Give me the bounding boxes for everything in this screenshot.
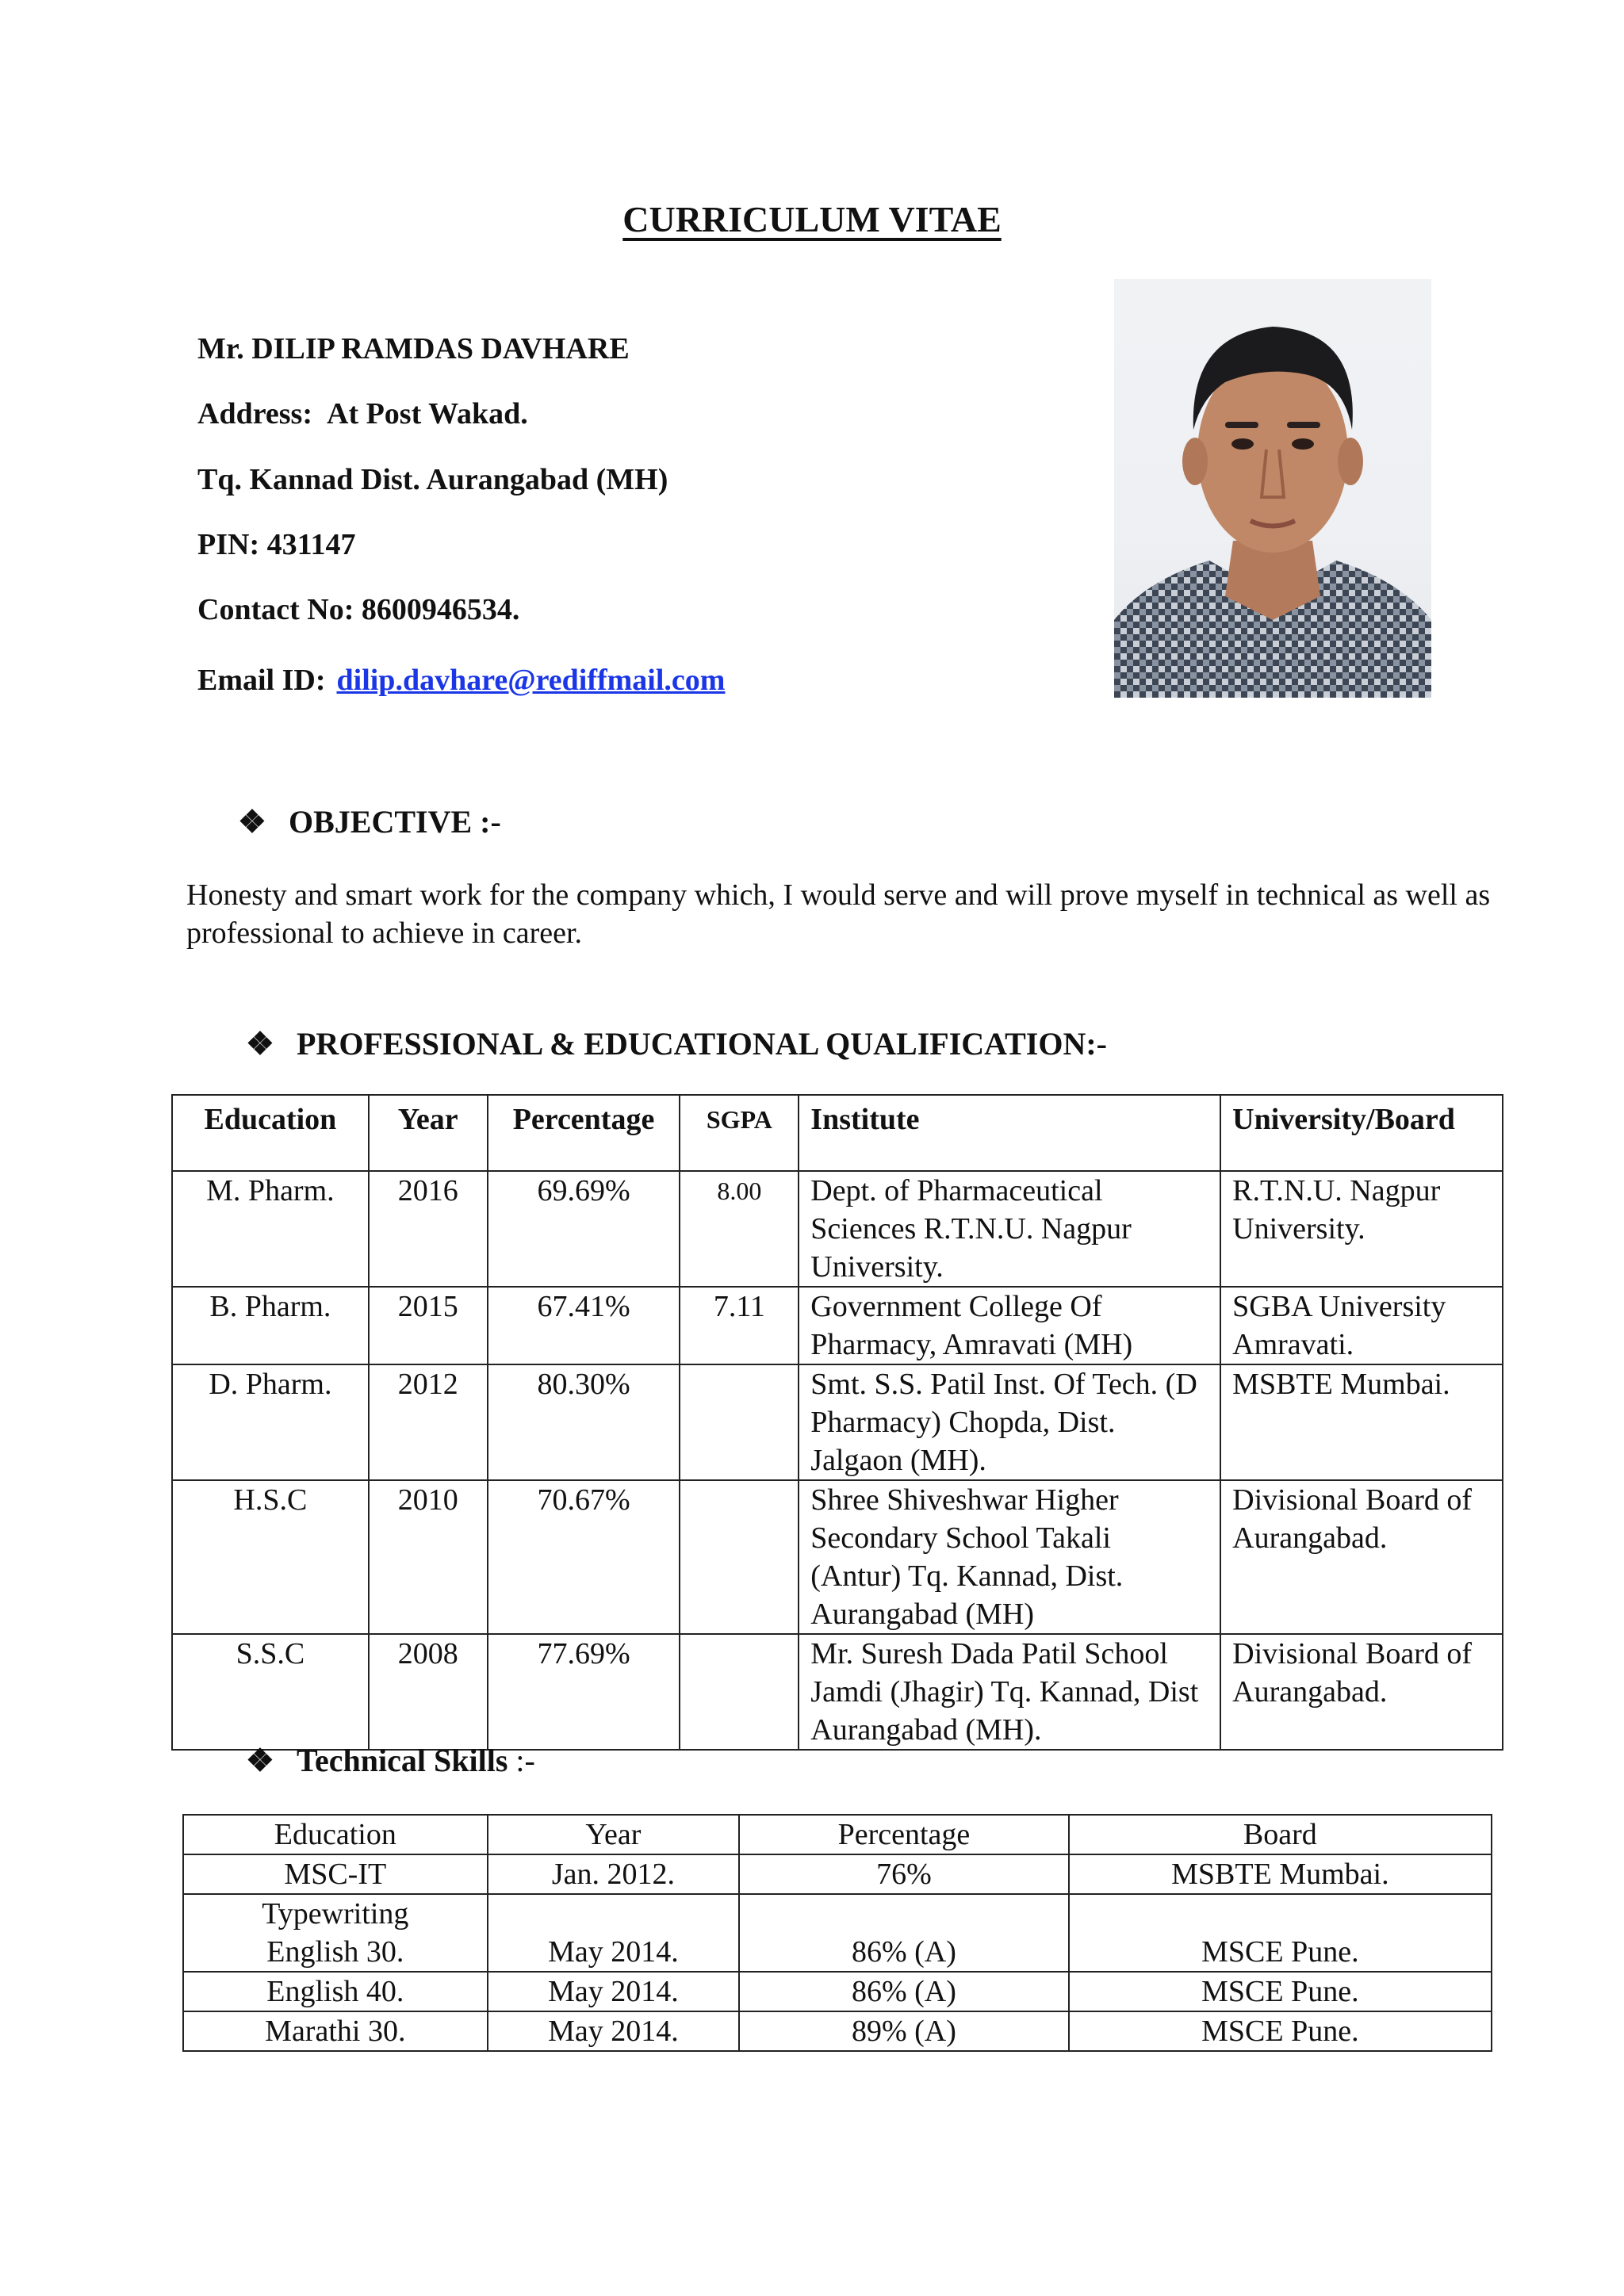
cell-sgpa: 8.00	[680, 1171, 799, 1287]
table-row	[172, 1287, 1503, 1364]
skills-heading	[246, 1742, 535, 1779]
cell-board: MSBTE Mumbai.	[1069, 1854, 1492, 1894]
col-education: Education	[183, 1815, 488, 1854]
cell-year: May 2014.	[488, 1894, 740, 1972]
cell-board: MSBTE Mumbai.	[1220, 1364, 1503, 1480]
cell-year: 2008	[369, 1634, 488, 1750]
cell-percentage: 67.41%	[488, 1287, 680, 1364]
table-row	[183, 1894, 1492, 1972]
cell-education	[183, 1894, 488, 1972]
cell-board: Divisional Board of Aurangabad.	[1220, 1480, 1503, 1634]
email-label: Email ID:	[197, 664, 326, 697]
profile-photo	[1114, 279, 1431, 698]
skills-heading-tail: :-	[508, 1743, 535, 1778]
cell-institute: Government College Of Pharmacy, Amravati (MH)	[799, 1287, 1220, 1364]
page-title: CURRICULUM VITAE	[622, 199, 1002, 239]
qualification-heading-text: PROFESSIONAL & EDUCATIONAL QUALIFICATION:-	[297, 1026, 1107, 1062]
cell-education: MSC-IT	[183, 1854, 488, 1894]
cell-board: MSCE Pune.	[1069, 1894, 1492, 1972]
diamond-bullet-icon: ❖	[246, 1026, 274, 1062]
table-row	[172, 1634, 1503, 1750]
cell-board: SGBA University Amravati.	[1220, 1287, 1503, 1364]
cell-percentage: 80.30%	[488, 1364, 680, 1480]
cell-board: MSCE Pune.	[1069, 2011, 1492, 2051]
cell-board: R.T.N.U. Nagpur University.	[1220, 1171, 1503, 1287]
address-label: Address:	[197, 397, 312, 430]
cell-percentage: 77.69%	[488, 1634, 680, 1750]
email-link[interactable]: dilip.davhare@rediffmail.com	[336, 664, 726, 697]
cell-percentage: 89% (A)	[739, 2011, 1069, 2051]
table-row	[172, 1480, 1503, 1634]
cell-education: M. Pharm.	[172, 1171, 369, 1287]
cell-percentage: 70.67%	[488, 1480, 680, 1634]
cell-education: Marathi 30.	[183, 2011, 488, 2051]
cell-education-line2: English 30.	[266, 1935, 404, 1969]
col-percentage: Percentage	[739, 1815, 1069, 1854]
objective-text: Honesty and smart work for the company which, I would serve and will prove myself in technical as well as professional to achieve in career.	[186, 878, 1491, 950]
col-board: University/Board	[1220, 1095, 1503, 1171]
cell-year: May 2014.	[488, 1972, 740, 2011]
cell-sgpa	[680, 1634, 799, 1750]
cell-education-line1: Typewriting	[262, 1897, 409, 1931]
address-line-1	[197, 396, 528, 431]
table-row	[183, 2011, 1492, 2051]
cell-education: B. Pharm.	[172, 1287, 369, 1364]
col-education: Education	[172, 1095, 369, 1171]
cell-year: 2016	[369, 1171, 488, 1287]
col-institute: Institute	[799, 1095, 1220, 1171]
email-row	[197, 663, 725, 698]
address-value: At Post Wakad.	[327, 397, 528, 430]
diamond-bullet-icon: ❖	[246, 1743, 274, 1778]
cell-education: S.S.C	[172, 1634, 369, 1750]
address-line-2: Tq. Kannad Dist. Aurangabad (MH)	[197, 463, 668, 496]
objective-heading	[238, 803, 501, 840]
cell-sgpa	[680, 1364, 799, 1480]
cell-year: 2010	[369, 1480, 488, 1634]
contact-number: Contact No: 8600946534.	[197, 593, 520, 626]
cell-board: MSCE Pune.	[1069, 1972, 1492, 2011]
cell-percentage: 86% (A)	[739, 1972, 1069, 2011]
table-row	[172, 1364, 1503, 1480]
cell-education: English 40.	[183, 1972, 488, 2011]
skills-heading-text: Technical Skills	[297, 1743, 508, 1778]
cell-institute: Mr. Suresh Dada Patil School Jamdi (Jhagir) Tq. Kannad, Dist Aurangabad (MH).	[799, 1634, 1220, 1750]
cell-percentage: 76%	[739, 1854, 1069, 1894]
cell-percentage: 86% (A)	[739, 1894, 1069, 1972]
cell-year: 2012	[369, 1364, 488, 1480]
col-percentage: Percentage	[488, 1095, 680, 1171]
pin-code: PIN: 431147	[197, 528, 356, 561]
cell-sgpa	[680, 1480, 799, 1634]
cell-sgpa: 7.11	[680, 1287, 799, 1364]
candidate-name: Mr. DILIP RAMDAS DAVHARE	[197, 332, 630, 365]
col-year: Year	[369, 1095, 488, 1171]
col-board: Board	[1069, 1815, 1492, 1854]
table-header-row	[183, 1815, 1492, 1854]
cell-year: Jan. 2012.	[488, 1854, 740, 1894]
skills-table	[182, 1814, 1492, 2052]
table-row	[183, 1854, 1492, 1894]
table-row	[172, 1171, 1503, 1287]
table-row	[183, 1972, 1492, 2011]
diamond-bullet-icon: ❖	[238, 804, 266, 840]
cell-institute: Dept. of Pharmaceutical Sciences R.T.N.U. Nagpur University.	[799, 1171, 1220, 1287]
cell-institute: Shree Shiveshwar Higher Secondary School Takali (Antur) Tq. Kannad, Dist. Aurangabad (MH)	[799, 1480, 1220, 1634]
qualification-heading	[246, 1025, 1107, 1062]
col-year: Year	[488, 1815, 740, 1854]
cell-education: H.S.C	[172, 1480, 369, 1634]
cell-year: 2015	[369, 1287, 488, 1364]
objective-heading-text: OBJECTIVE :-	[289, 804, 501, 840]
cell-education: D. Pharm.	[172, 1364, 369, 1480]
qualification-table	[171, 1094, 1503, 1751]
cell-board: Divisional Board of Aurangabad.	[1220, 1634, 1503, 1750]
table-header-row	[172, 1095, 1503, 1171]
cell-percentage: 69.69%	[488, 1171, 680, 1287]
cell-year: May 2014.	[488, 2011, 740, 2051]
cell-institute: Smt. S.S. Patil Inst. Of Tech. (D Pharmacy) Chopda, Dist. Jalgaon (MH).	[799, 1364, 1220, 1480]
col-sgpa: SGPA	[680, 1095, 799, 1171]
